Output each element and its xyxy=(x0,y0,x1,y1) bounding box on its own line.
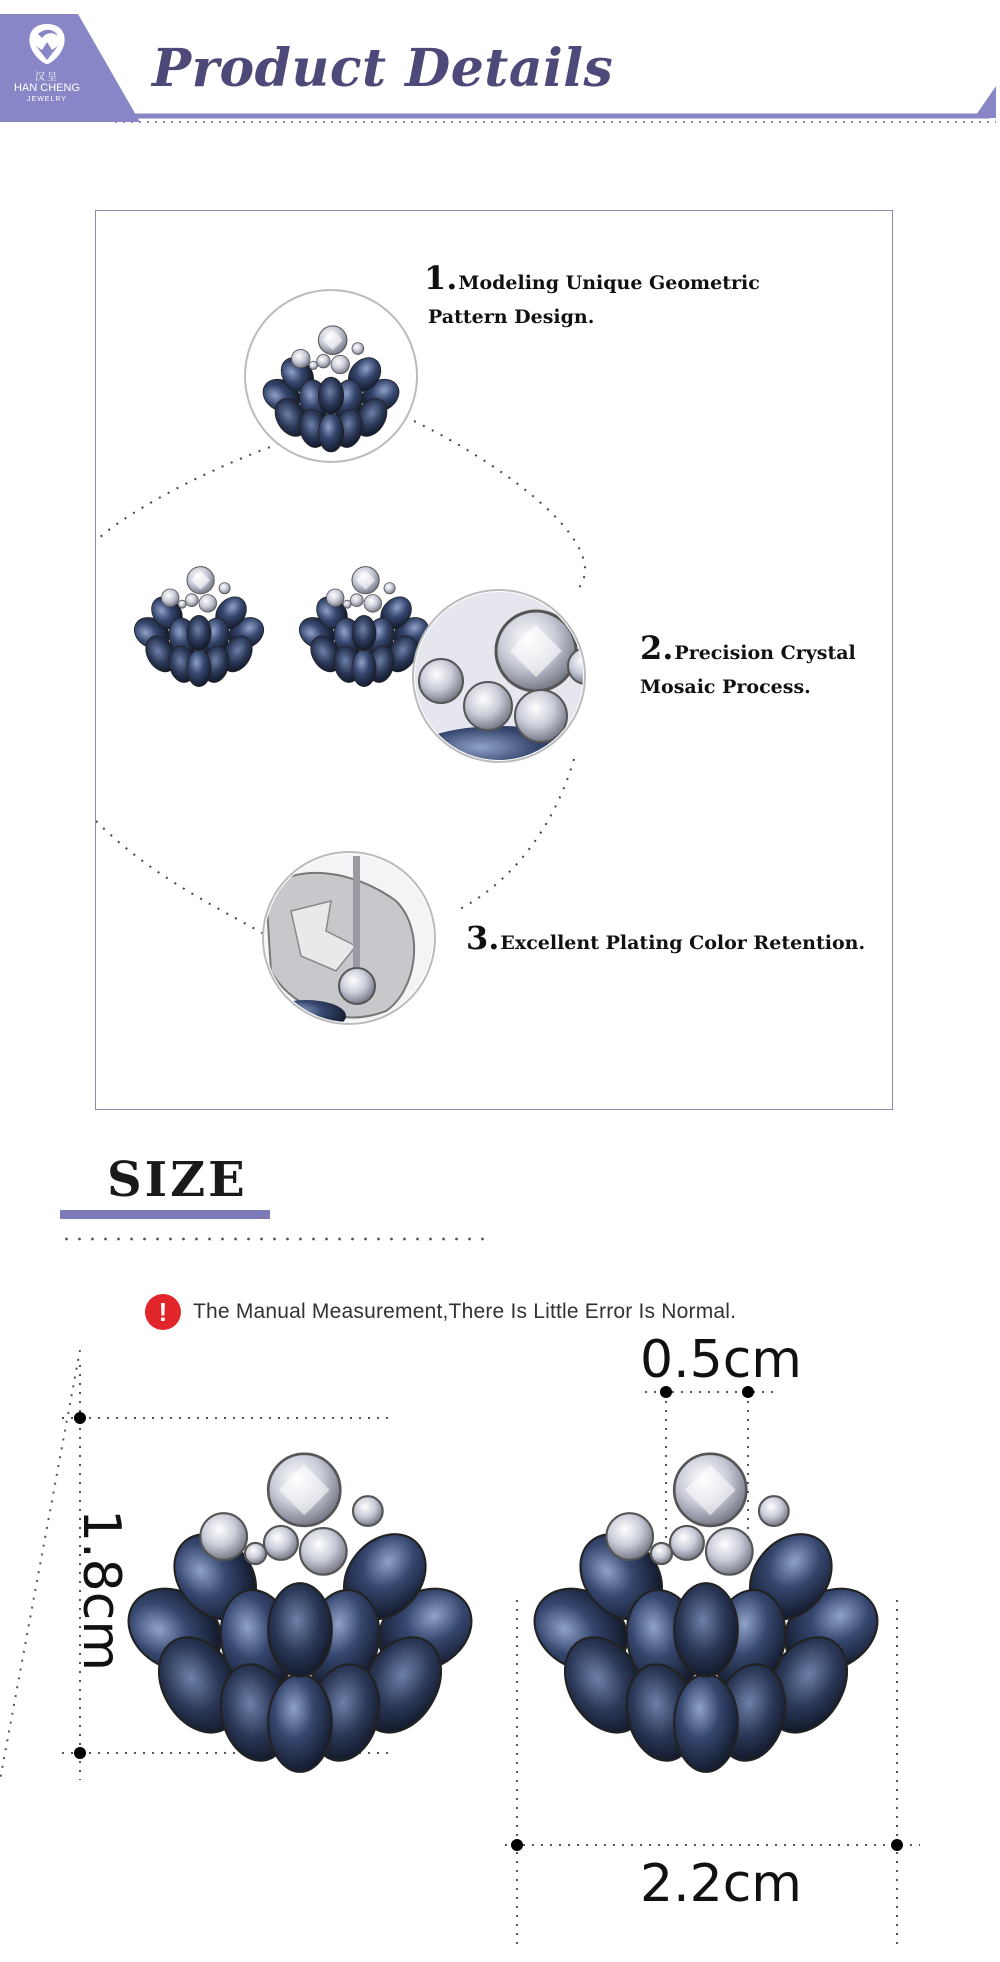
feature-1 xyxy=(424,261,760,334)
brand-name: HAN CHENG xyxy=(13,82,80,94)
width-measure-label: 2.2cm xyxy=(640,1854,802,1914)
feature-3-line1: Excellent Plating Color Retention. xyxy=(500,932,866,954)
size-dot-divider xyxy=(60,1237,490,1241)
feature-1-line1: Modeling Unique Geometric xyxy=(458,272,760,294)
page-title: Product Details xyxy=(152,38,614,99)
brand-chinese-name: 汉呈 xyxy=(35,72,59,83)
feature-panel xyxy=(95,210,893,1110)
height-marker-top xyxy=(74,1412,86,1424)
size-underline xyxy=(60,1210,270,1219)
detail-circle-1 xyxy=(245,290,417,462)
width-marker-left xyxy=(511,1839,523,1851)
feature-2-number: 2. xyxy=(640,629,674,667)
feature-2-line2: Mosaic Process. xyxy=(640,676,811,698)
brand-logo-icon xyxy=(22,20,72,68)
size-heading: SIZE xyxy=(107,1152,248,1208)
feature-2-line1: Precision Crystal xyxy=(674,642,856,664)
notice-text: The Manual Measurement,There Is Little Error Is Normal. xyxy=(193,1300,737,1323)
earring-left xyxy=(129,567,270,687)
height-marker-bottom xyxy=(74,1747,86,1759)
feature-1-line2: Pattern Design. xyxy=(428,306,595,328)
stem-measure-label: 0.5cm xyxy=(640,1330,802,1390)
size-earring-right xyxy=(520,1454,893,1772)
feature-2 xyxy=(640,631,856,704)
feature-3 xyxy=(466,921,865,960)
feature-3-number: 3. xyxy=(466,919,500,957)
measurement-notice xyxy=(145,1292,736,1332)
brand-subtitle: JEWELRY xyxy=(27,96,67,103)
page-header xyxy=(0,0,1000,130)
height-measure-label: 1.8cm xyxy=(71,1509,131,1671)
feature-1-number: 1. xyxy=(424,259,458,297)
detail-circle-3 xyxy=(263,852,435,1032)
size-diagram xyxy=(0,1350,1000,1960)
width-marker-right xyxy=(891,1839,903,1851)
exclamation-icon: ! xyxy=(145,1294,181,1330)
detail-circle-2 xyxy=(409,590,604,786)
